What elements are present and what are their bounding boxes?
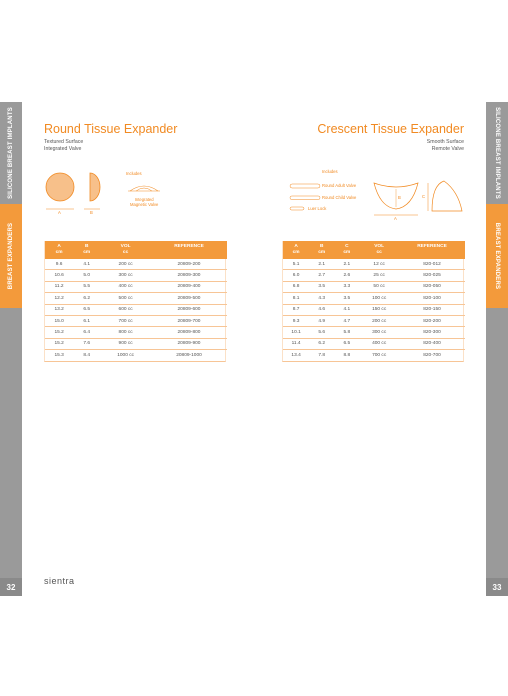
table-cell: 500 cc <box>118 295 133 301</box>
table-cell: 20809-200 <box>177 261 201 267</box>
valve-arc <box>130 186 158 191</box>
table-body <box>45 259 227 361</box>
table-cell: 820-100 <box>423 295 441 301</box>
table-cell: 20809-600 <box>177 307 201 313</box>
table-cell: 13.4 <box>291 352 301 358</box>
table-cell: 25 cc <box>373 273 385 279</box>
table-cell: 2.7 <box>318 273 326 279</box>
table-cell: 5.8 <box>343 330 351 336</box>
valve-arc-inner <box>136 188 152 191</box>
table-row <box>283 270 465 281</box>
table-cell: 4.1 <box>83 261 91 267</box>
table-cell: 8.4 <box>83 352 91 358</box>
column-header-a: A cm <box>283 241 309 259</box>
table-cell: 4.1 <box>343 307 351 313</box>
subtitle <box>44 139 226 153</box>
table-cell: 6.8 <box>292 284 300 290</box>
page-title: Crescent Tissue Expander <box>317 122 464 136</box>
tab-label: SILICONE BREAST IMPLANTS <box>494 107 500 199</box>
dim-a-label: A <box>58 210 61 215</box>
page-title: Round Tissue Expander <box>44 122 178 136</box>
table-row <box>283 293 465 304</box>
brand-logo: sientra <box>44 576 75 586</box>
table-cell: 300 cc <box>118 273 133 279</box>
crescent-expander-table-wrap <box>282 241 464 362</box>
right-sidebar <box>486 102 508 596</box>
table-cell: 1000 cc <box>117 352 134 358</box>
table-cell: 4.9 <box>318 318 326 324</box>
page-number: 32 <box>0 578 22 596</box>
table-cell: 20809-300 <box>177 273 201 279</box>
column-header-vol: VOL cc <box>100 241 151 259</box>
table-cell: 11.4 <box>291 341 301 347</box>
table-cell: 200 cc <box>372 318 387 324</box>
expander-illustration <box>282 165 464 237</box>
round-expander-table <box>45 241 227 361</box>
table-cell: 5.1 <box>292 261 300 267</box>
table-cell: 400 cc <box>372 341 387 347</box>
table-row <box>45 259 227 270</box>
table-body <box>283 259 465 361</box>
crescent-expander-table <box>283 241 465 361</box>
tab-silicone-breast-implants[interactable] <box>486 102 508 204</box>
subtitle-line: Smooth Surface <box>426 139 464 145</box>
table-cell: 820-300 <box>423 330 441 336</box>
child-valve-label: Round Child Valve <box>322 195 357 200</box>
table-cell: 600 cc <box>118 307 133 313</box>
table-row <box>283 315 465 326</box>
table-cell: 150 cc <box>372 307 387 313</box>
table-cell: 11.2 <box>54 284 64 290</box>
adult-valve-shape <box>290 184 320 188</box>
table-cell: 20809-700 <box>177 318 201 324</box>
table-row <box>45 293 227 304</box>
table-cell: 5.0 <box>83 273 91 279</box>
table-cell: 820-012 <box>423 261 441 267</box>
table-cell: 12 cc <box>373 261 385 267</box>
table-cell: 15.2 <box>54 330 64 336</box>
table-cell: 820-200 <box>423 318 441 324</box>
table-cell: 8.7 <box>292 307 300 313</box>
child-valve-shape <box>290 196 320 200</box>
table-cell: 6.1 <box>83 318 91 324</box>
dim-b-label: B <box>398 195 401 200</box>
table-cell: 7.6 <box>83 341 91 347</box>
page-number: 33 <box>486 578 508 596</box>
table-row <box>45 315 227 326</box>
column-header-reference: REFERENCE <box>151 241 227 259</box>
column-header-vol: VOL cc <box>359 241 399 259</box>
round-expander-table-wrap <box>44 241 226 362</box>
table-cell: 9.6 <box>55 261 63 267</box>
table-cell: 15.2 <box>54 341 64 347</box>
dim-b-label: B <box>90 210 93 215</box>
table-cell: 15.3 <box>54 352 64 358</box>
table-cell: 13.2 <box>54 307 64 313</box>
table-cell: 6.4 <box>83 330 91 336</box>
table-row <box>45 350 227 361</box>
luer-lock-label: Luer Lock <box>308 206 327 211</box>
dim-a-label: A <box>394 216 397 221</box>
table-cell: 700 cc <box>372 352 387 358</box>
table-cell: 6.5 <box>343 341 351 347</box>
table-cell: 6.5 <box>83 307 91 313</box>
table-cell: 820-400 <box>423 341 441 347</box>
table-cell: 3.5 <box>343 295 351 301</box>
column-header-reference: REFERENCE <box>399 241 465 259</box>
table-cell: 4.3 <box>318 295 326 301</box>
table-row <box>45 338 227 349</box>
crescent-profile-shape <box>432 181 462 211</box>
table-header-row <box>45 241 227 259</box>
left-sidebar <box>0 102 22 596</box>
table-cell: 7.8 <box>318 352 326 358</box>
valve-label: Integrated Magnetic Valve <box>130 197 159 207</box>
crescent-expander-panel <box>282 122 464 362</box>
table-cell: 400 cc <box>118 284 133 290</box>
table-cell: 2.1 <box>343 261 351 267</box>
tab-label: BREAST EXPANDERS <box>8 222 14 290</box>
table-row <box>45 327 227 338</box>
table-header-row <box>283 241 465 259</box>
table-cell: 300 cc <box>372 330 387 336</box>
table-cell: 15.0 <box>54 318 64 324</box>
table-cell: 2.1 <box>318 261 326 267</box>
table-cell: 3.5 <box>318 284 326 290</box>
tab-silicone-breast-implants[interactable] <box>0 102 22 204</box>
table-cell: 800 cc <box>118 330 133 336</box>
table-cell: 700 cc <box>118 318 133 324</box>
round-expander-panel <box>44 122 226 362</box>
table-row <box>45 270 227 281</box>
table-cell: 900 cc <box>118 341 133 347</box>
table-cell: 20809-900 <box>177 341 201 347</box>
tab-label: BREAST EXPANDERS <box>494 222 500 290</box>
column-header-c: C cm <box>334 241 359 259</box>
expander-front-shape <box>46 173 74 201</box>
table-cell: 8.1 <box>292 295 300 301</box>
table-row <box>283 259 465 270</box>
table-cell: 20809-800 <box>177 330 201 336</box>
table-cell: 100 cc <box>372 295 387 301</box>
column-header-a: A cm <box>45 241 73 259</box>
includes-label: Includes <box>322 169 338 174</box>
table-cell: 4.7 <box>343 318 351 324</box>
table-row <box>45 304 227 315</box>
table-cell: 20809-1000 <box>176 352 202 358</box>
table-cell: 4.6 <box>318 307 326 313</box>
table-cell: 3.3 <box>343 284 351 290</box>
table-cell: 5.6 <box>318 330 326 336</box>
table-cell: 12.2 <box>54 295 64 301</box>
table-cell: 20809-400 <box>177 284 201 290</box>
column-header-b: B cm <box>73 241 100 259</box>
table-cell: 820-150 <box>423 307 441 313</box>
table-cell: 820-050 <box>423 284 441 290</box>
table-cell: 20809-500 <box>177 295 201 301</box>
table-row <box>283 304 465 315</box>
table-row <box>283 350 465 361</box>
subtitle-line: Integrated Valve <box>44 146 82 152</box>
tab-breast-expanders[interactable] <box>0 204 22 308</box>
table-cell: 6.2 <box>318 341 326 347</box>
table-cell: 10.6 <box>54 273 64 279</box>
table-cell: 6.0 <box>292 273 300 279</box>
subtitle-line: Remote Valve <box>431 146 464 152</box>
table-cell: 50 cc <box>373 284 385 290</box>
table-cell: 9.3 <box>292 318 300 324</box>
table-cell: 8.8 <box>343 352 351 358</box>
table-cell: 5.5 <box>83 284 91 290</box>
table-row <box>283 338 465 349</box>
table-cell: 820-700 <box>423 352 441 358</box>
table-cell: 820-025 <box>423 273 441 279</box>
adult-valve-label: Round Adult Valve <box>322 183 357 188</box>
luer-lock-shape <box>290 207 304 210</box>
table-cell: 10.1 <box>291 330 301 336</box>
expander-profile-shape <box>90 173 100 201</box>
table-row <box>283 327 465 338</box>
tab-breast-expanders[interactable] <box>486 204 508 308</box>
table-row <box>45 281 227 292</box>
tab-label: SILICONE BREAST IMPLANTS <box>8 107 14 199</box>
dim-c-label: C <box>422 194 426 199</box>
includes-label: Includes <box>126 171 142 176</box>
column-header-b: B cm <box>309 241 334 259</box>
table-cell: 6.2 <box>83 295 91 301</box>
table-cell: 2.6 <box>343 273 351 279</box>
subtitle-line: Textured Surface <box>44 139 84 145</box>
crescent-expander-diagram <box>282 165 464 237</box>
table-row <box>283 281 465 292</box>
table-cell: 200 cc <box>118 261 133 267</box>
round-expander-diagram <box>44 165 226 237</box>
catalog-spread <box>0 102 508 596</box>
subtitle <box>282 139 464 153</box>
